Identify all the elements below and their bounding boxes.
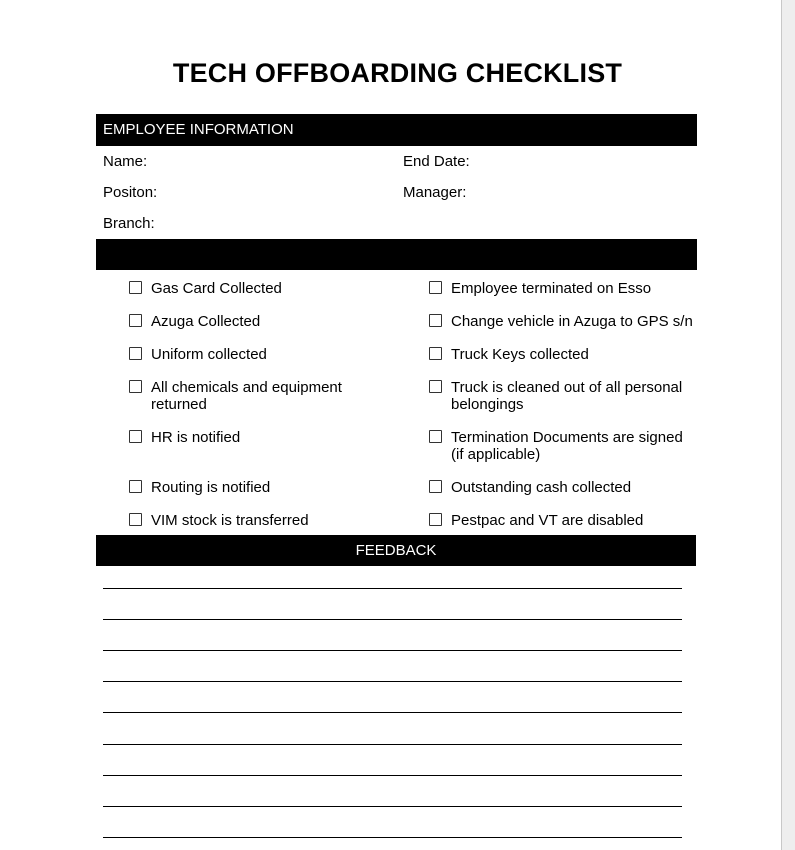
checklist-item[interactable] (429, 512, 701, 529)
feedback-line[interactable] (103, 650, 682, 651)
checklist-item-label: Azuga Collected (151, 313, 261, 330)
checkbox[interactable] (429, 314, 442, 327)
checklist-item-label: Employee terminated on Esso (451, 280, 652, 297)
position-label[interactable]: Positon: (103, 184, 158, 201)
checkbox[interactable] (129, 281, 142, 294)
feedback-header: FEEDBACK (96, 535, 696, 566)
checklist-item[interactable] (129, 479, 391, 496)
feedback-line[interactable] (103, 837, 682, 838)
name-label[interactable]: Name: (103, 153, 148, 170)
checklist-item[interactable] (429, 346, 701, 363)
employee-info-header: EMPLOYEE INFORMATION (96, 114, 697, 146)
checklist-item[interactable] (429, 429, 691, 463)
checklist-item-label: Termination Documents are signed (if applicable) (451, 429, 683, 463)
checklist-item[interactable] (129, 280, 391, 297)
checkbox[interactable] (429, 380, 442, 393)
checklist-item-label: HR is notified (151, 429, 241, 446)
checkbox[interactable] (129, 430, 142, 443)
checklist-item-label: Outstanding cash collected (451, 479, 632, 496)
checkbox[interactable] (129, 314, 142, 327)
checklist-item[interactable] (429, 379, 691, 413)
checklist-item-label: Truck Keys collected (451, 346, 589, 363)
checklist-item[interactable] (129, 429, 391, 446)
checklist-item-label: Routing is notified (151, 479, 271, 496)
checklist-item-label: VIM stock is transferred (151, 512, 309, 529)
feedback-line[interactable] (103, 619, 682, 620)
page-edge-scrollbar (781, 0, 795, 850)
feedback-line[interactable] (103, 712, 682, 713)
feedback-line[interactable] (103, 744, 682, 745)
checkbox[interactable] (429, 513, 442, 526)
checklist-item-label: Pestpac and VT are disabled (451, 512, 644, 529)
checkbox[interactable] (129, 380, 142, 393)
checklist-item[interactable] (429, 479, 701, 496)
checkbox[interactable] (129, 513, 142, 526)
checklist-item-label: Truck is cleaned out of all personal belongings (451, 379, 683, 413)
feedback-line[interactable] (103, 681, 682, 682)
checklist-item[interactable] (129, 346, 391, 363)
checkbox[interactable] (129, 347, 142, 360)
checkbox[interactable] (429, 430, 442, 443)
feedback-line[interactable] (103, 806, 682, 807)
checklist-item[interactable] (129, 512, 391, 529)
branch-label[interactable]: Branch: (103, 215, 155, 232)
checkbox[interactable] (429, 281, 442, 294)
checklist-item[interactable] (129, 313, 391, 330)
checklist-item-label: Uniform collected (151, 346, 267, 363)
end-date-label[interactable]: End Date: (403, 153, 470, 170)
checkbox[interactable] (129, 480, 142, 493)
checklist-item[interactable] (129, 379, 369, 413)
checklist-item[interactable] (429, 313, 701, 330)
feedback-line[interactable] (103, 588, 682, 589)
page-title: TECH OFFBOARDING CHECKLIST (172, 58, 623, 88)
checklist-item[interactable] (429, 280, 701, 297)
checkbox[interactable] (429, 347, 442, 360)
checklist-item-label: Gas Card Collected (151, 280, 282, 297)
checklist-header-bar (96, 239, 697, 270)
manager-label[interactable]: Manager: (403, 184, 467, 201)
checklist-item-label: All chemicals and equipment returned (151, 379, 342, 413)
feedback-line[interactable] (103, 775, 682, 776)
checkbox[interactable] (429, 480, 442, 493)
checklist-item-label: Change vehicle in Azuga to GPS s/n (451, 313, 693, 330)
